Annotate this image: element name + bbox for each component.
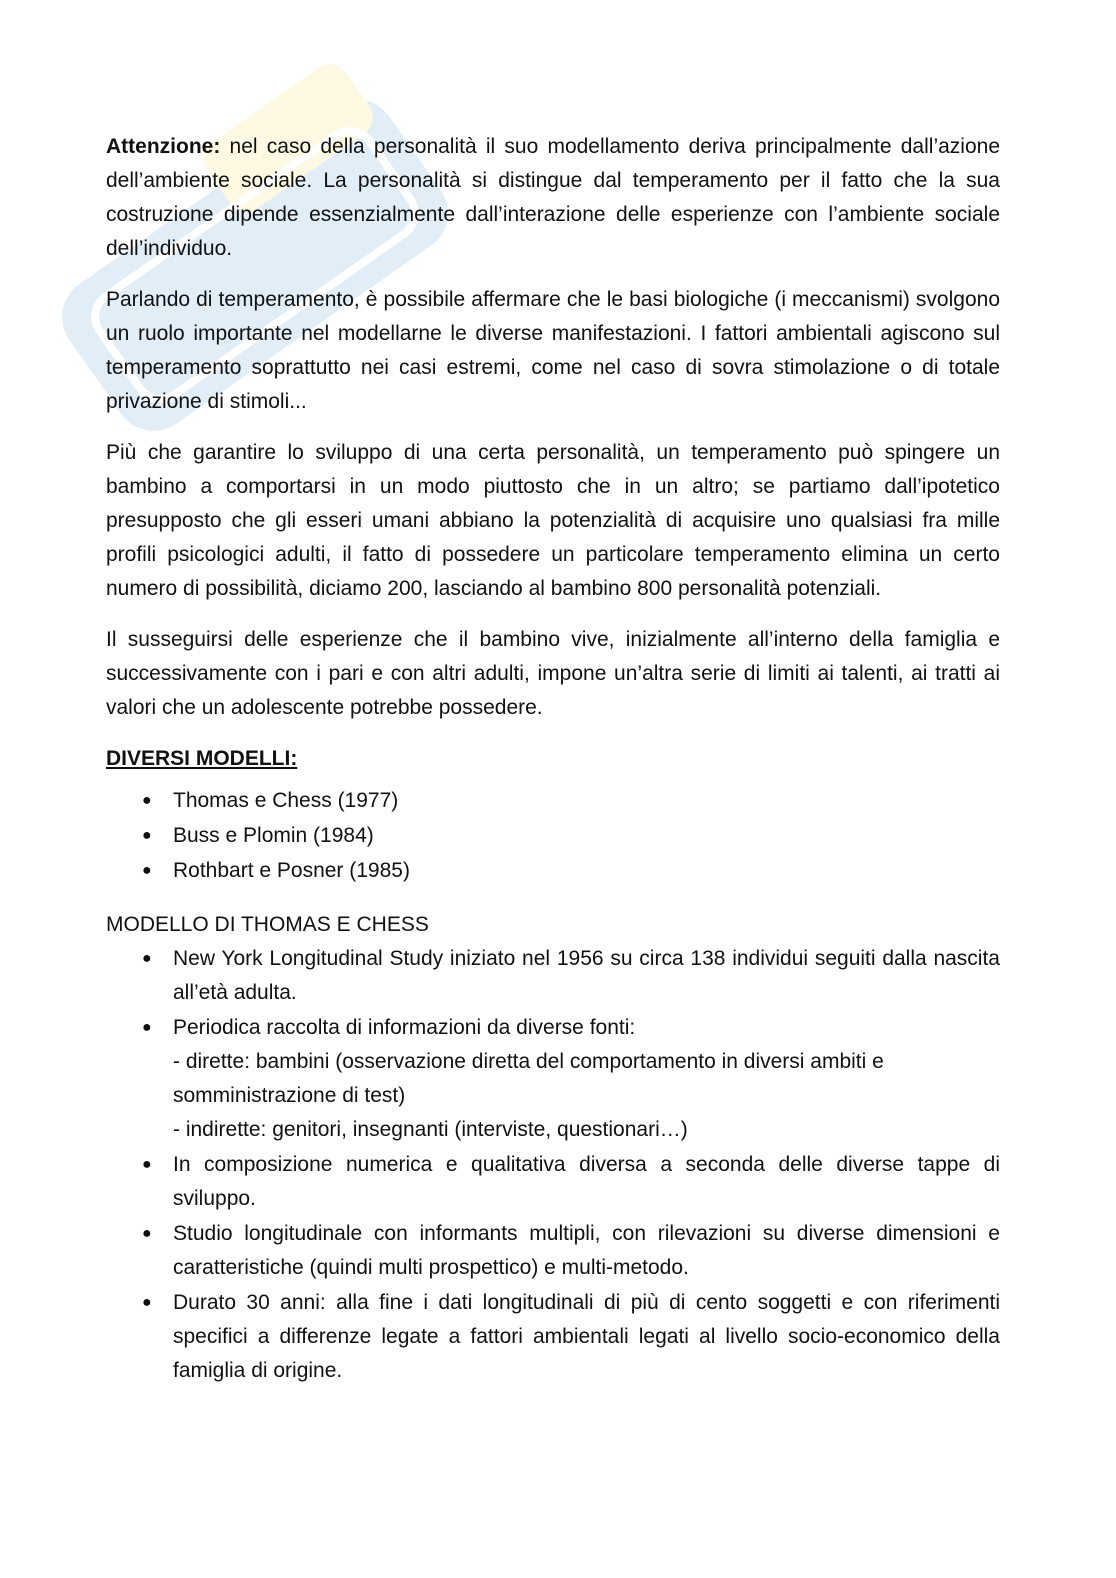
list-item: ● Periodica raccolta di informazioni da diverse fonti: - dirette: bambini (osservazione diretta del comportamento in diversi ambiti e somministrazione di test) - indirette: genitori, insegnanti (interviste, questionari…) [106, 1011, 1000, 1147]
bullet-icon: ● [142, 827, 152, 844]
paragraph-esperienze: Il susseguirsi delle esperienze che il bambino vive, inizialmente all’interno della famiglia e successivamente con i pari e con altri adulti, impone un’altra serie di limiti ai talenti, ai tratti ai valori che un adolescente potrebbe possedere. [106, 628, 1000, 719]
list-item: ● Studio longitudinale con informants multipli, con rilevazioni su diverse dimensioni e caratteristiche (quindi multi prospettico) e multi-metodo. [106, 1217, 1000, 1285]
list-item: ● Rothbart e Posner (1985) [106, 854, 1000, 888]
thomas-chess-title: MODELLO DI THOMAS E CHESS [106, 913, 429, 936]
list-item: ● Buss e Plomin (1984) [106, 819, 1000, 853]
paragraph-personalita: Più che garantire lo sviluppo di una certa personalità, un temperamento può spingere un bambino a comportarsi in un modo piuttosto che in un altro; se partiamo dall’ipotetico presupposto che gli esseri umani abbiano la potenzialità di acquisire uno qualsiasi fra mille profili psicologici adulti, il fatto di possedere un particolare temperamento elimina un certo numero di possibilità, diciamo 200, lasciando al bambino 800 personalità potenziali. [106, 441, 1000, 600]
list-item: ● Durato 30 anni: alla fine i dati longitudinali di più di cento soggetti e con riferimenti specifici a differenze legate a fattori ambientali legati al livello socio-economico della famiglia di origine. [106, 1286, 1000, 1388]
attention-text: nel caso della personalità il suo modellamento deriva principalmente dall’azione dell’ambiente sociale. La personalità si distingue dal temperamento per il fatto che la sua costruzione dipende essenzialmente dall’interazione delle esperienze con l’ambiente sociale dell’individuo. [106, 135, 1000, 260]
thomas-chess-list [106, 942, 1000, 1388]
bullet-icon: ● [142, 792, 152, 809]
list-item: ● New York Longitudinal Study iniziato nel 1956 su circa 138 individui seguiti dalla nascita all’età adulta. [106, 942, 1000, 1010]
paragraph-attenzione [106, 130, 1000, 266]
list-item: ● Thomas e Chess (1977) [106, 784, 1000, 818]
bullet-icon: ● [142, 1225, 152, 1242]
bullet-icon: ● [142, 1294, 152, 1311]
paragraph-temperamento: Parlando di temperamento, è possibile affermare che le basi biologiche (i meccanismi) svolgono un ruolo importante nel modellarne le diverse manifestazioni. I fattori ambientali agiscono sul temperamento soprattutto nei casi estremi, come nel caso di sovra stimolazione o di totale privazione di stimoli... [106, 288, 1000, 413]
bullet-icon: ● [142, 862, 152, 879]
attention-label: Attenzione: [106, 135, 221, 158]
models-list [106, 784, 1000, 888]
list-item: ● In composizione numerica e qualitativa diversa a seconda delle diverse tappe di sviluppo. [106, 1148, 1000, 1216]
document-body [106, 130, 1000, 1408]
bullet-icon: ● [142, 950, 152, 967]
bullet-icon: ● [142, 1019, 152, 1036]
bullet-icon: ● [142, 1156, 152, 1173]
models-heading: DIVERSI MODELLI: [106, 747, 298, 770]
